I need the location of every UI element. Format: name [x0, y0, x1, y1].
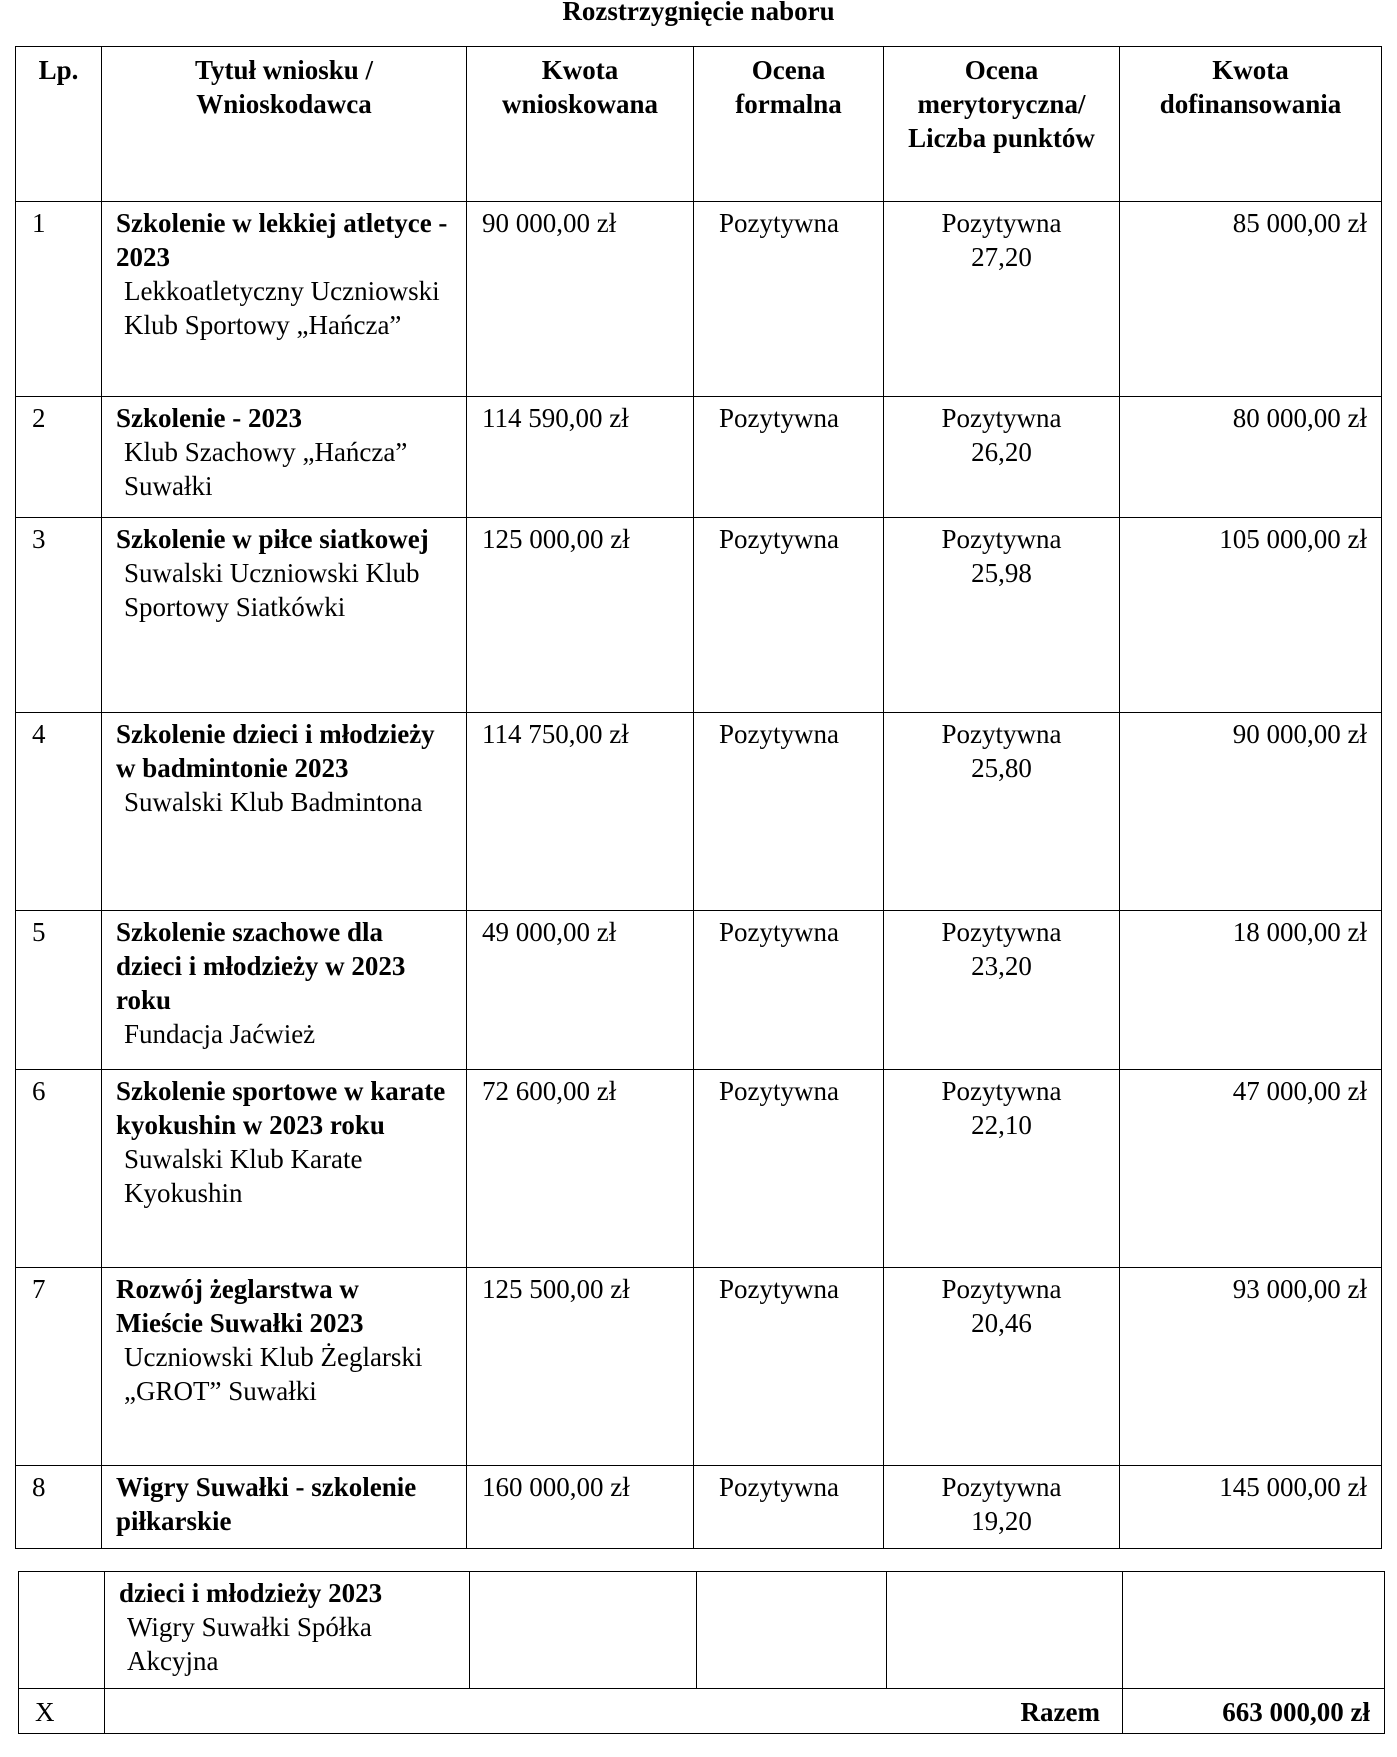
applicant-name: Suwalski Klub Karate Kyokushin: [124, 1144, 363, 1208]
grant-amount: 80 000,00 zł: [1120, 397, 1382, 518]
requested-amount: 49 000,00 zł: [467, 911, 694, 1070]
row-title-cell: [102, 1070, 467, 1268]
merit-assessment: [884, 202, 1120, 397]
header-lp: Lp.: [16, 47, 102, 202]
table-row: [16, 1268, 1382, 1466]
project-title: Rozwój żeglarstwa w Mieście Suwałki 2023: [116, 1274, 364, 1338]
project-title: Szkolenie sportowe w karate kyokushin w 2023 roku: [116, 1076, 446, 1140]
requested-amount: [470, 1572, 697, 1689]
row-lp: 5: [16, 911, 102, 1070]
merit-result: Pozytywna: [941, 917, 1062, 947]
results-table-continuation: [18, 1571, 1385, 1734]
project-title: Szkolenie dzieci i młodzieży w badmintonie 2023: [116, 719, 435, 783]
row-lp: 6: [16, 1070, 102, 1268]
summary-total: 663 000,00 zł: [1123, 1689, 1385, 1734]
merit-points: 25,80: [971, 753, 1032, 783]
row-lp: 1: [16, 202, 102, 397]
formal-assessment: Pozytywna: [694, 1466, 884, 1549]
formal-assessment: [697, 1572, 887, 1689]
row-title-cell: [102, 713, 467, 911]
applicant-name: Wigry Suwałki Spółka Akcyjna: [127, 1612, 372, 1676]
merit-result: Pozytywna: [941, 719, 1062, 749]
document-title: Rozstrzygnięcie naboru: [562, 0, 835, 26]
grant-amount: 18 000,00 zł: [1120, 911, 1382, 1070]
formal-assessment: Pozytywna: [694, 397, 884, 518]
grant-amount: [1123, 1572, 1385, 1689]
row-title-cell: [102, 202, 467, 397]
merit-result: Pozytywna: [941, 208, 1062, 238]
project-title: Szkolenie w lekkiej atletyce - 2023: [116, 208, 448, 272]
grant-amount: 145 000,00 zł: [1120, 1466, 1382, 1549]
merit-assessment: [884, 911, 1120, 1070]
row-title-cell: [102, 1268, 467, 1466]
merit-points: 19,20: [971, 1506, 1032, 1536]
requested-amount: 72 600,00 zł: [467, 1070, 694, 1268]
grant-amount: 90 000,00 zł: [1120, 713, 1382, 911]
merit-assessment: [884, 1466, 1120, 1549]
merit-result: Pozytywna: [941, 403, 1062, 433]
merit-assessment: [884, 1268, 1120, 1466]
merit-points: 25,98: [971, 558, 1032, 588]
row-title-cell: [105, 1572, 470, 1689]
grant-amount: 105 000,00 zł: [1120, 518, 1382, 713]
merit-points: 26,20: [971, 437, 1032, 467]
merit-points: 27,20: [971, 242, 1032, 272]
project-title: Szkolenie - 2023: [116, 403, 302, 433]
applicant-name: Uczniowski Klub Żeglarski „GROT” Suwałki: [124, 1342, 423, 1406]
formal-assessment: Pozytywna: [694, 202, 884, 397]
requested-amount: 125 500,00 zł: [467, 1268, 694, 1466]
merit-assessment: [884, 397, 1120, 518]
formal-assessment: Pozytywna: [694, 1070, 884, 1268]
table-row-continuation: [19, 1572, 1385, 1689]
summary-lp: X: [19, 1689, 105, 1734]
merit-result: Pozytywna: [941, 1076, 1062, 1106]
table-row: [16, 911, 1382, 1070]
merit-assessment: [884, 1070, 1120, 1268]
row-title-cell: [102, 911, 467, 1070]
formal-assessment: Pozytywna: [694, 713, 884, 911]
grant-amount: 93 000,00 zł: [1120, 1268, 1382, 1466]
row-title-cell: [102, 1466, 467, 1549]
applicant-name: Suwalski Uczniowski Klub Sportowy Siatkówki: [124, 558, 420, 622]
formal-assessment: Pozytywna: [694, 518, 884, 713]
applicant-name: Fundacja Jaćwież: [124, 1019, 316, 1049]
merit-assessment: [884, 713, 1120, 911]
row-lp: 2: [16, 397, 102, 518]
header-merit: Ocena merytoryczna/ Liczba punktów: [884, 47, 1120, 202]
table-row: [16, 713, 1382, 911]
merit-result: Pozytywna: [941, 1274, 1062, 1304]
applicant-name: Klub Szachowy „Hańcza” Suwałki: [124, 437, 408, 501]
applicant-name: Suwalski Klub Badmintona: [124, 787, 423, 817]
merit-points: 23,20: [971, 951, 1032, 981]
requested-amount: 160 000,00 zł: [467, 1466, 694, 1549]
row-title-cell: [102, 518, 467, 713]
merit-result: Pozytywna: [941, 524, 1062, 554]
merit-points: 20,46: [971, 1308, 1032, 1338]
project-title: Wigry Suwałki - szkolenie piłkarskie: [116, 1472, 417, 1536]
table-row: [16, 397, 1382, 518]
merit-points: 22,10: [971, 1110, 1032, 1140]
table-row: [16, 518, 1382, 713]
requested-amount: 90 000,00 zł: [467, 202, 694, 397]
grant-amount: 47 000,00 zł: [1120, 1070, 1382, 1268]
row-title-cell: [102, 397, 467, 518]
header-formal: Ocena formalna: [694, 47, 884, 202]
table-row: [16, 202, 1382, 397]
header-title: Tytuł wniosku / Wnioskodawca: [102, 47, 467, 202]
table-header-row: [16, 47, 1382, 202]
row-lp: 3: [16, 518, 102, 713]
row-lp: 4: [16, 713, 102, 911]
applicant-name: Lekkoatletyczny Uczniowski Klub Sportowy „Hańcza”: [124, 276, 440, 340]
requested-amount: 125 000,00 zł: [467, 518, 694, 713]
merit-assessment: [887, 1572, 1123, 1689]
merit-result: Pozytywna: [941, 1472, 1062, 1502]
results-table: [15, 46, 1382, 1549]
formal-assessment: Pozytywna: [694, 911, 884, 1070]
header-grant: Kwota dofinansowania: [1120, 47, 1382, 202]
requested-amount: 114 590,00 zł: [467, 397, 694, 518]
project-title: Szkolenie w piłce siatkowej: [116, 524, 429, 554]
row-lp: 7: [16, 1268, 102, 1466]
project-title-continued: dzieci i młodzieży 2023: [119, 1578, 383, 1608]
summary-label: Razem: [105, 1689, 1123, 1734]
summary-row: [19, 1689, 1385, 1734]
row-lp: 8: [16, 1466, 102, 1549]
requested-amount: 114 750,00 zł: [467, 713, 694, 911]
header-amount: Kwota wnioskowana: [467, 47, 694, 202]
project-title: Szkolenie szachowe dla dzieci i młodzieży w 2023 roku: [116, 917, 406, 1015]
formal-assessment: Pozytywna: [694, 1268, 884, 1466]
table-row: [16, 1466, 1382, 1549]
grant-amount: 85 000,00 zł: [1120, 202, 1382, 397]
row-lp: [19, 1572, 105, 1689]
table-row: [16, 1070, 1382, 1268]
merit-assessment: [884, 518, 1120, 713]
